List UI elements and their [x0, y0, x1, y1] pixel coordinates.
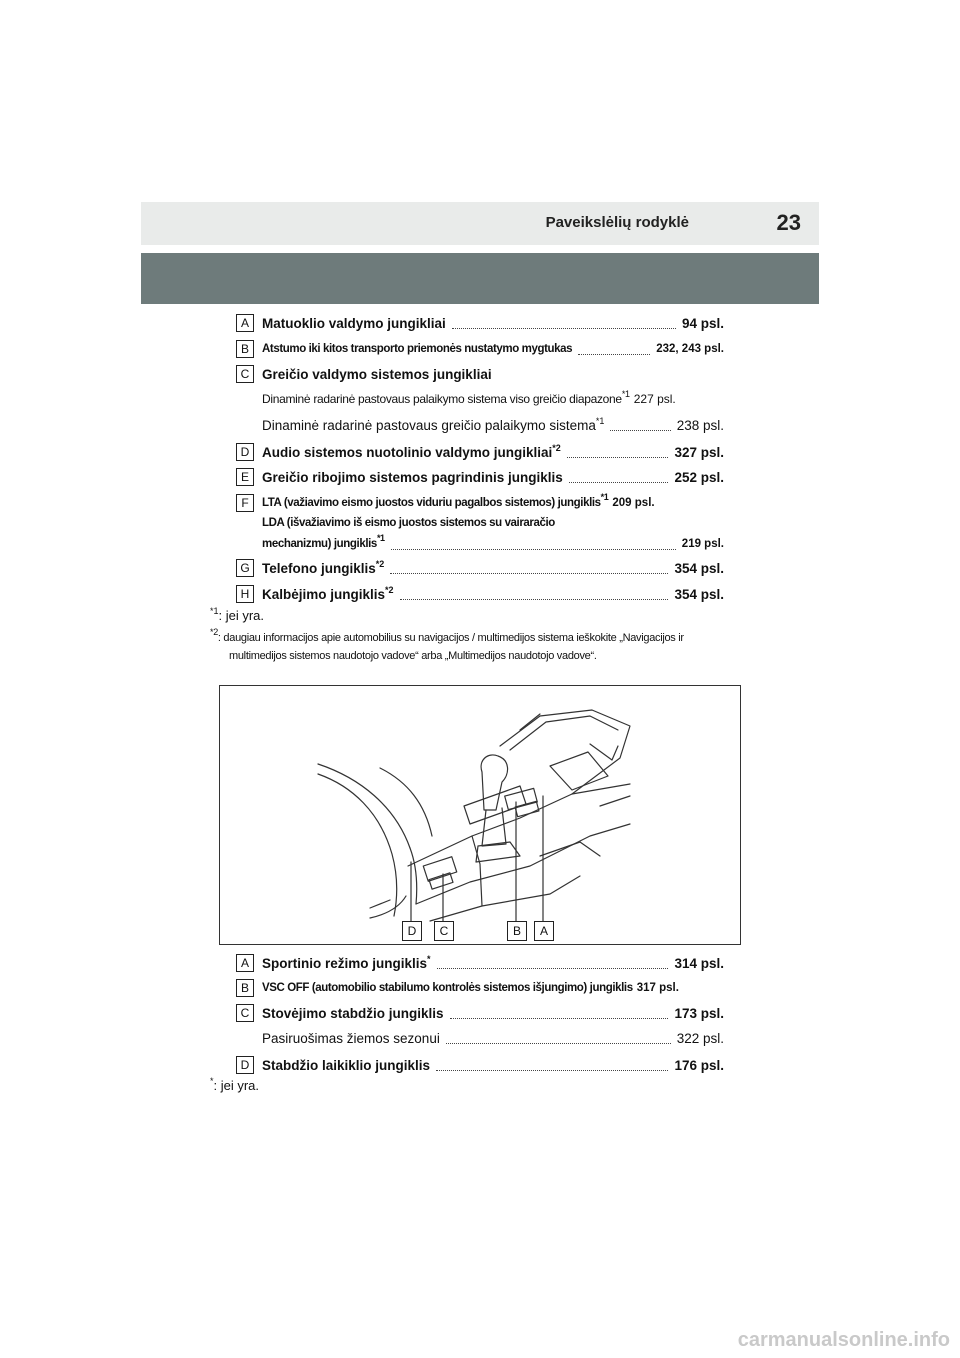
footnote-mark: *1 — [376, 533, 385, 543]
entry-text: Dinaminė radarinė pastovaus greičio palaikymo sistema$^{*1}$ — [262, 415, 605, 433]
list-item — [236, 338, 724, 360]
list-item — [236, 363, 724, 385]
dot-leader — [569, 472, 669, 483]
entry-text: Greičio valdymo sistemos jungikliai — [262, 366, 492, 382]
footnote-mark: *2 — [385, 584, 394, 595]
footnote: *: jei yra. — [210, 1076, 260, 1093]
entry-text: Atstumo iki kitos transporto priemonės nustatymo mygtukas — [262, 343, 573, 355]
page-number: 23 — [776, 210, 801, 235]
dot-leader — [446, 1033, 671, 1044]
entry-text: Kalbėjimo jungiklis$^{*2}$ — [262, 584, 394, 602]
dot-leader — [567, 447, 669, 458]
list-item — [236, 977, 724, 999]
entry-page: 317 psl. — [636, 982, 679, 994]
badge-d: D — [236, 1056, 254, 1074]
entry-text: mechanizmu) jungiklis$^{*1}$ — [262, 533, 385, 550]
list-item — [236, 952, 724, 974]
entry-page: 252 psl. — [674, 469, 724, 485]
console-drawing — [220, 686, 740, 944]
footnote-mark: *1 — [595, 415, 605, 426]
dot-leader — [400, 589, 669, 600]
dot-leader — [450, 1008, 669, 1019]
footnote: $^{*1}$: jei yra. — [210, 606, 265, 623]
entry-page: 219 psl. — [681, 538, 724, 550]
footnote-mark: *2 — [375, 558, 385, 569]
footnote-mark: *1 — [600, 492, 609, 502]
entry-text: VSC OFF (automobilio stabilumo kontrolės sistemos išjungimo) jungiklis — [262, 982, 633, 994]
list-item — [236, 388, 724, 410]
badge-c: C — [236, 365, 254, 383]
footnote-mark: * — [427, 953, 431, 964]
entry-page: 238 psl. — [676, 417, 724, 433]
badge-h: H — [236, 585, 254, 603]
entry-text: Pasiruošimas žiemos sezonui — [262, 1030, 440, 1046]
entry-page: 173 psl. — [674, 1005, 724, 1021]
callout-c: C — [434, 921, 454, 941]
badge-g: G — [236, 559, 254, 577]
list-item — [236, 1027, 724, 1049]
badge-b: B — [236, 979, 254, 997]
dot-leader — [452, 318, 676, 329]
entry-page: 232, 243 psl. — [656, 343, 724, 355]
entry-text: Stabdžio laikiklio jungiklis — [262, 1057, 431, 1073]
list-item — [236, 466, 724, 488]
dot-leader — [437, 958, 669, 969]
entry-text: Greičio ribojimo sistemos pagrindinis jungiklis — [262, 469, 563, 485]
entry-page: 176 psl. — [674, 1057, 724, 1073]
badge-e: E — [236, 468, 254, 486]
footnote-mark: *1 — [621, 389, 630, 399]
list-item — [236, 1002, 724, 1024]
dot-leader — [610, 420, 670, 431]
header-band — [141, 253, 819, 304]
list-item — [236, 492, 724, 514]
callout-b: B — [507, 921, 527, 941]
entry-page: 227 psl. — [633, 392, 676, 406]
entry-text: Audio sistemos nuotolinio valdymo jungikliai$^{*2}$ — [262, 442, 561, 460]
entry-page: 322 psl. — [676, 1030, 724, 1046]
entry-text: Telefono jungiklis$^{*2}$ — [262, 558, 385, 576]
entry-text: LDA (išvažiavimo iš eismo juostos sistemos su vairaračio — [262, 517, 555, 529]
callout-a: A — [534, 921, 554, 941]
header-strip — [141, 202, 819, 245]
entry-text: Sportinio režimo jungiklis* — [262, 953, 431, 971]
entry-page: 354 psl. — [674, 560, 724, 576]
badge-d: D — [236, 443, 254, 461]
badge-f: F — [236, 494, 254, 512]
list-item — [236, 557, 724, 579]
entry-page: 209 psl. — [612, 497, 655, 509]
dot-leader — [390, 563, 668, 574]
badge-b: B — [236, 340, 254, 358]
list-item — [236, 533, 724, 555]
dot-leader — [391, 539, 676, 550]
entry-text: Matuoklio valdymo jungikliai — [262, 315, 446, 331]
entry-text: Stovėjimo stabdžio jungiklis — [262, 1005, 444, 1021]
console-illustration — [219, 685, 741, 945]
section-title: Paveikslėlių rodyklė — [545, 214, 689, 231]
list-item — [236, 583, 724, 605]
list-item — [236, 312, 724, 334]
watermark: carmanualsonline.info — [737, 1329, 950, 1351]
dot-leader — [578, 344, 650, 355]
badge-a: A — [236, 954, 254, 972]
badge-c: C — [236, 1004, 254, 1022]
entry-page: 327 psl. — [674, 444, 724, 460]
entry-text: LTA (važiavimo eismo juostos viduriu pagalbos sistemos) jungiklis$^{*1}$ — [262, 492, 609, 509]
entry-page: 94 psl. — [681, 315, 724, 331]
entry-page: 314 psl. — [674, 955, 724, 971]
callout-d: D — [402, 921, 422, 941]
list-item — [236, 512, 724, 534]
list-item — [236, 414, 724, 436]
footnote-mark: *2 — [552, 442, 561, 453]
list-item — [236, 441, 724, 463]
footnote: $^{*2}$: daugiau informacijos apie automobilius su navigacijos / multimedijos sistema ieškokite „Navigacijos ir multimedijos sistemos naudotojo vadove“ arba „Multimedijos naudotojo vadove“. — [210, 627, 684, 662]
entry-page: 354 psl. — [674, 586, 724, 602]
dot-leader — [436, 1060, 668, 1071]
list-item — [236, 1054, 724, 1076]
badge-a: A — [236, 314, 254, 332]
entry-text: Dinaminė radarinė pastovaus palaikymo sistema viso greičio diapazone$^{*1}$ — [262, 389, 630, 406]
